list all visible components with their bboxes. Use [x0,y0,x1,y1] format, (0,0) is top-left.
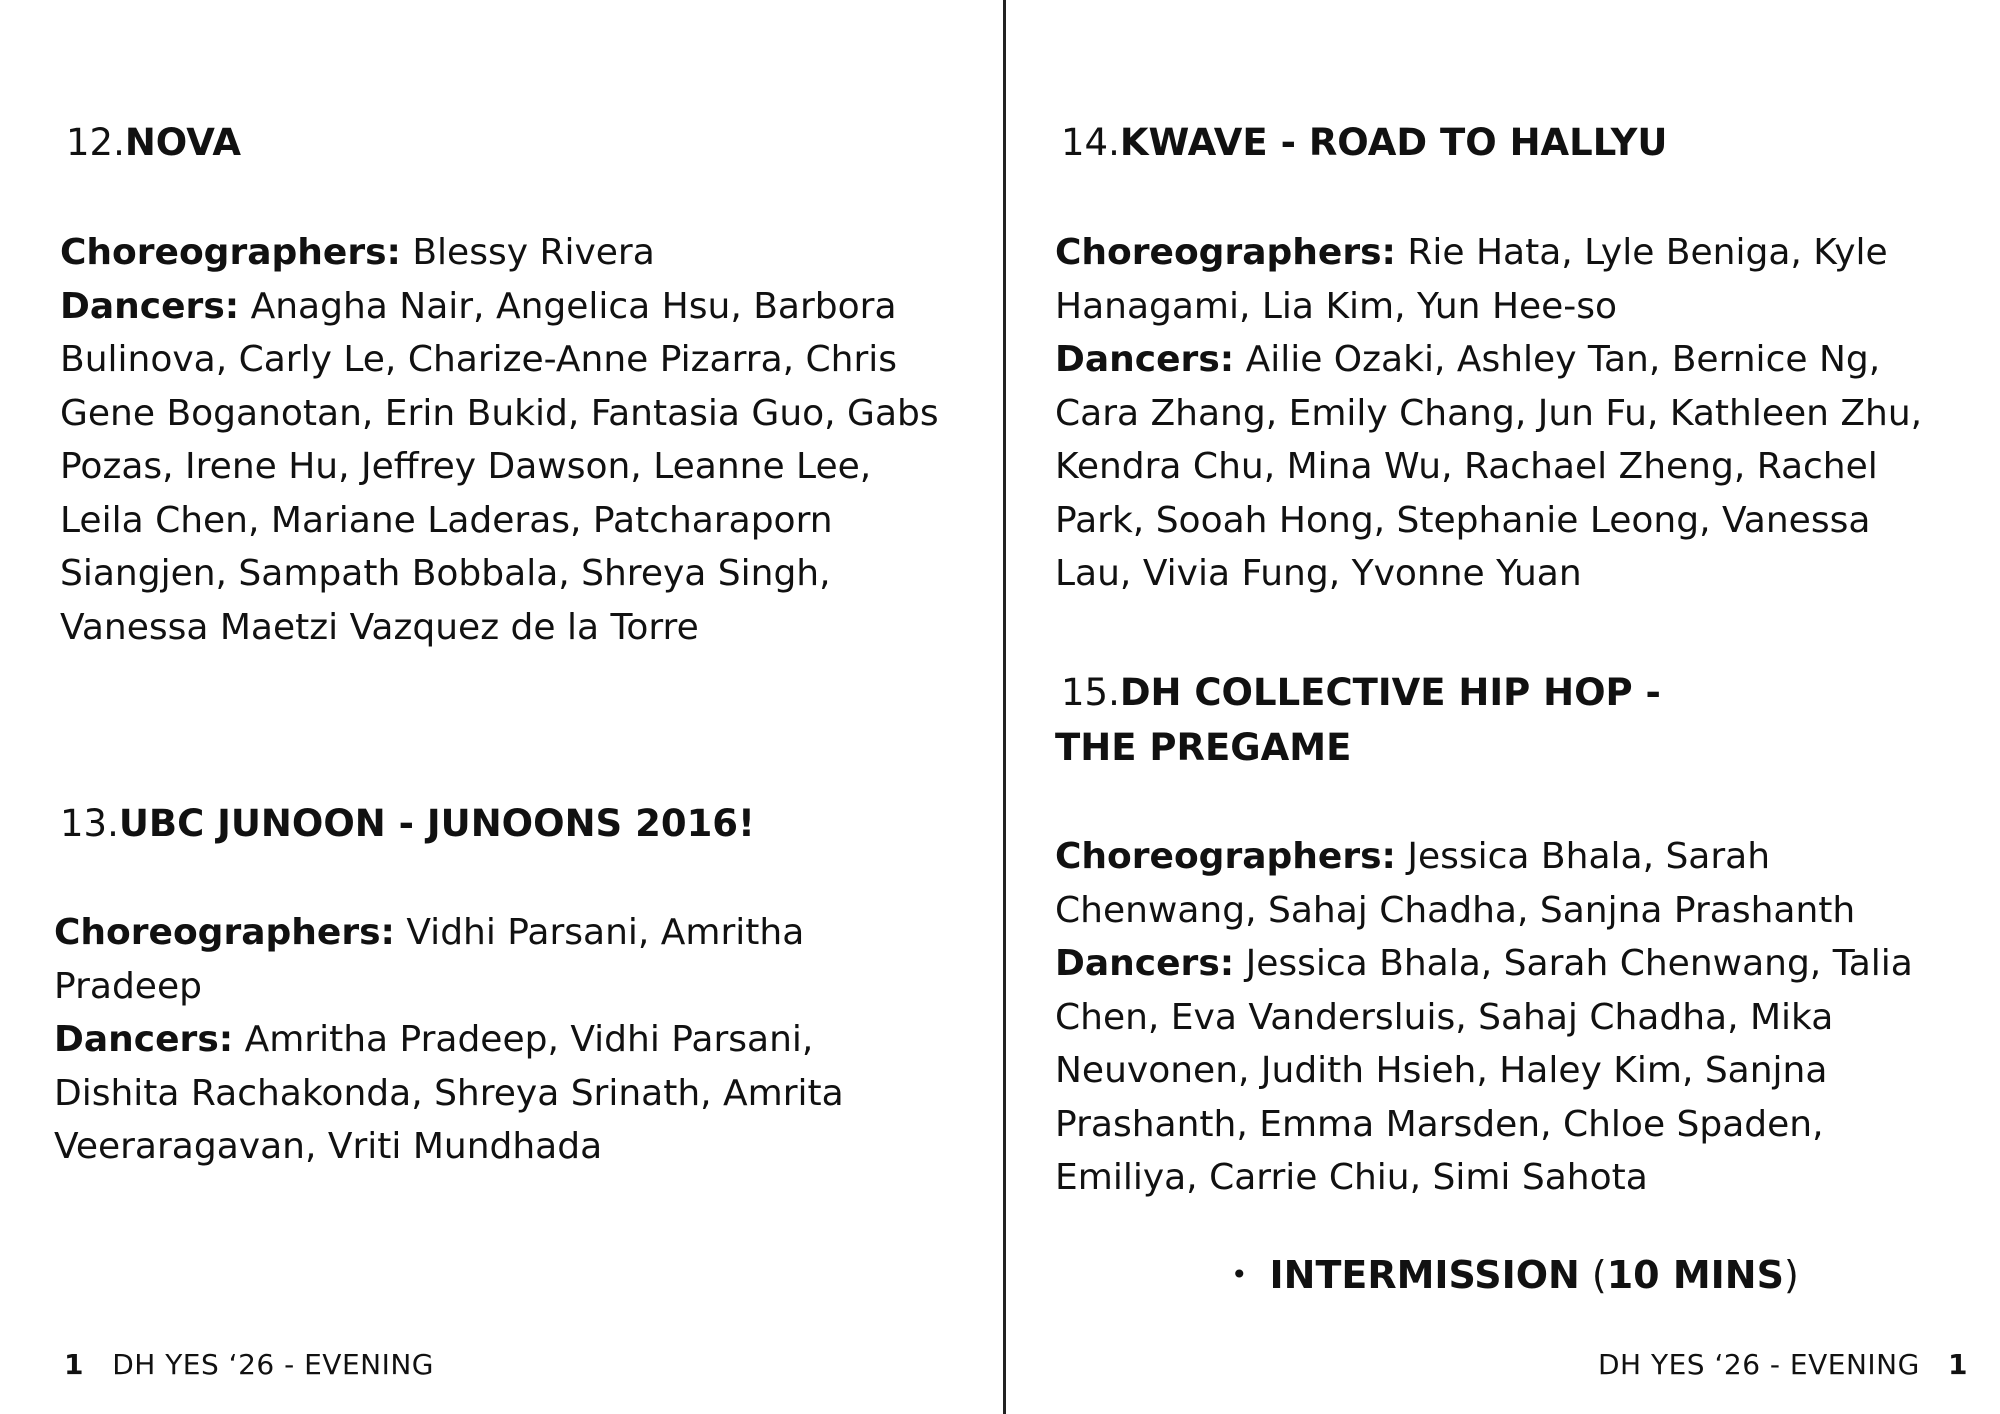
dancers-names: Amritha Pradeep, Vidhi Parsani, Dishita Rachakonda, Shreya Srinath, Amrita Veeraragavan, Vriti Mundhada [54,1019,844,1167]
intermission-label: INTERMISSION [1269,1253,1580,1297]
item-number: 14. [1061,121,1120,164]
item-number: 13. [60,802,119,845]
footer-text: DH YES ‘26 - EVENING [112,1348,434,1381]
left-footer [64,1345,434,1385]
item-heading-13 [60,797,755,851]
dancers-names: Ailie Ozaki, Ashley Tan, Bernice Ng, Cara Zhang, Emily Chang, Jun Fu, Kathleen Zhu, Kendra Chu, Mina Wu, Rachael Zheng, Rachel Park, Sooah Hong, Stephanie Leong, Vanessa Lau, Vivia Fung, Yvonne Yuan [1055,339,1923,594]
choreographers-names: Vidhi Parsani, Amritha Pradeep [54,912,805,1007]
dancers-label: Dancers: [54,1019,234,1060]
choreographers-names: Rie Hata, Lyle Beniga, Kyle Hanagami, Lia Kim, Yun Hee-so [1055,232,1888,327]
item-credits-14 [1055,226,1955,601]
right-footer [1598,1345,1968,1385]
dancers-label: Dancers: [60,285,240,327]
item-credits-15 [1055,830,1955,1205]
item-title: UBC JUNOON - JUNOONS 2016! [118,802,755,845]
item-heading-14 [1061,116,1667,170]
item-credits-12 [60,226,960,654]
item-title: NOVA [124,121,242,164]
footer-text: DH YES ‘26 - EVENING [1598,1348,1920,1381]
item-title-line2: THE PREGAME [1055,726,1352,769]
choreographers-names: Blessy Rivera [400,232,655,273]
page-number: 1 [1948,1348,1968,1381]
dancers-label: Dancers: [1055,943,1235,984]
dancers-names: Anagha Nair, Angelica Hsu, Barbora Bulinova, Carly Le, Charize-Anne Pizarra, Chris Gene Boganotan, Erin Bukid, Fantasia Guo, Gabs Pozas, Irene Hu, Jeffrey Dawson, Leanne Lee, Leila Chen, Mariane Laderas, Patcharaporn Siangjen, Sampath Bobbala, Shreya Singh, Vanessa Maetzi Vazquez de la Torre [60,285,939,648]
bullet-icon: • [1231,1258,1248,1291]
item-heading-15 [1061,666,1661,720]
dancers-names: Jessica Bhala, Sarah Chenwang, Talia Chen, Eva Vandersluis, Sahaj Chadha, Mika Neuvonen, Judith Hsieh, Haley Kim, Sanjna Prashanth, Emma Marsden, Chloe Spaden, Emiliya, Carrie Chiu, Simi Sahota [1055,943,1913,1198]
intermission-note [1231,1248,1799,1302]
choreographers-label: Choreographers: [54,912,395,953]
item-heading-12 [66,116,241,170]
item-heading-15-line2 [1055,721,1351,775]
choreographers-names: Jessica Bhala, Sarah Chenwang, Sahaj Chadha, Sanjna Prashanth [1055,836,1856,931]
intermission-close: ) [1783,1253,1799,1297]
page-number: 1 [64,1348,84,1381]
choreographers-label: Choreographers: [60,232,401,273]
intermission-open: ( [1579,1253,1607,1297]
item-number: 15. [1061,671,1120,714]
item-title: KWAVE - ROAD TO HALLYU [1119,121,1668,164]
item-credits-13 [54,906,914,1174]
dancers-label: Dancers: [1055,339,1235,380]
choreographers-label: Choreographers: [1055,836,1396,877]
item-title: DH COLLECTIVE HIP HOP - [1119,671,1661,714]
choreographers-label: Choreographers: [1055,232,1396,273]
right-page [1006,0,2000,1414]
intermission-duration: 10 MINS [1606,1253,1784,1297]
item-number: 12. [66,121,125,164]
